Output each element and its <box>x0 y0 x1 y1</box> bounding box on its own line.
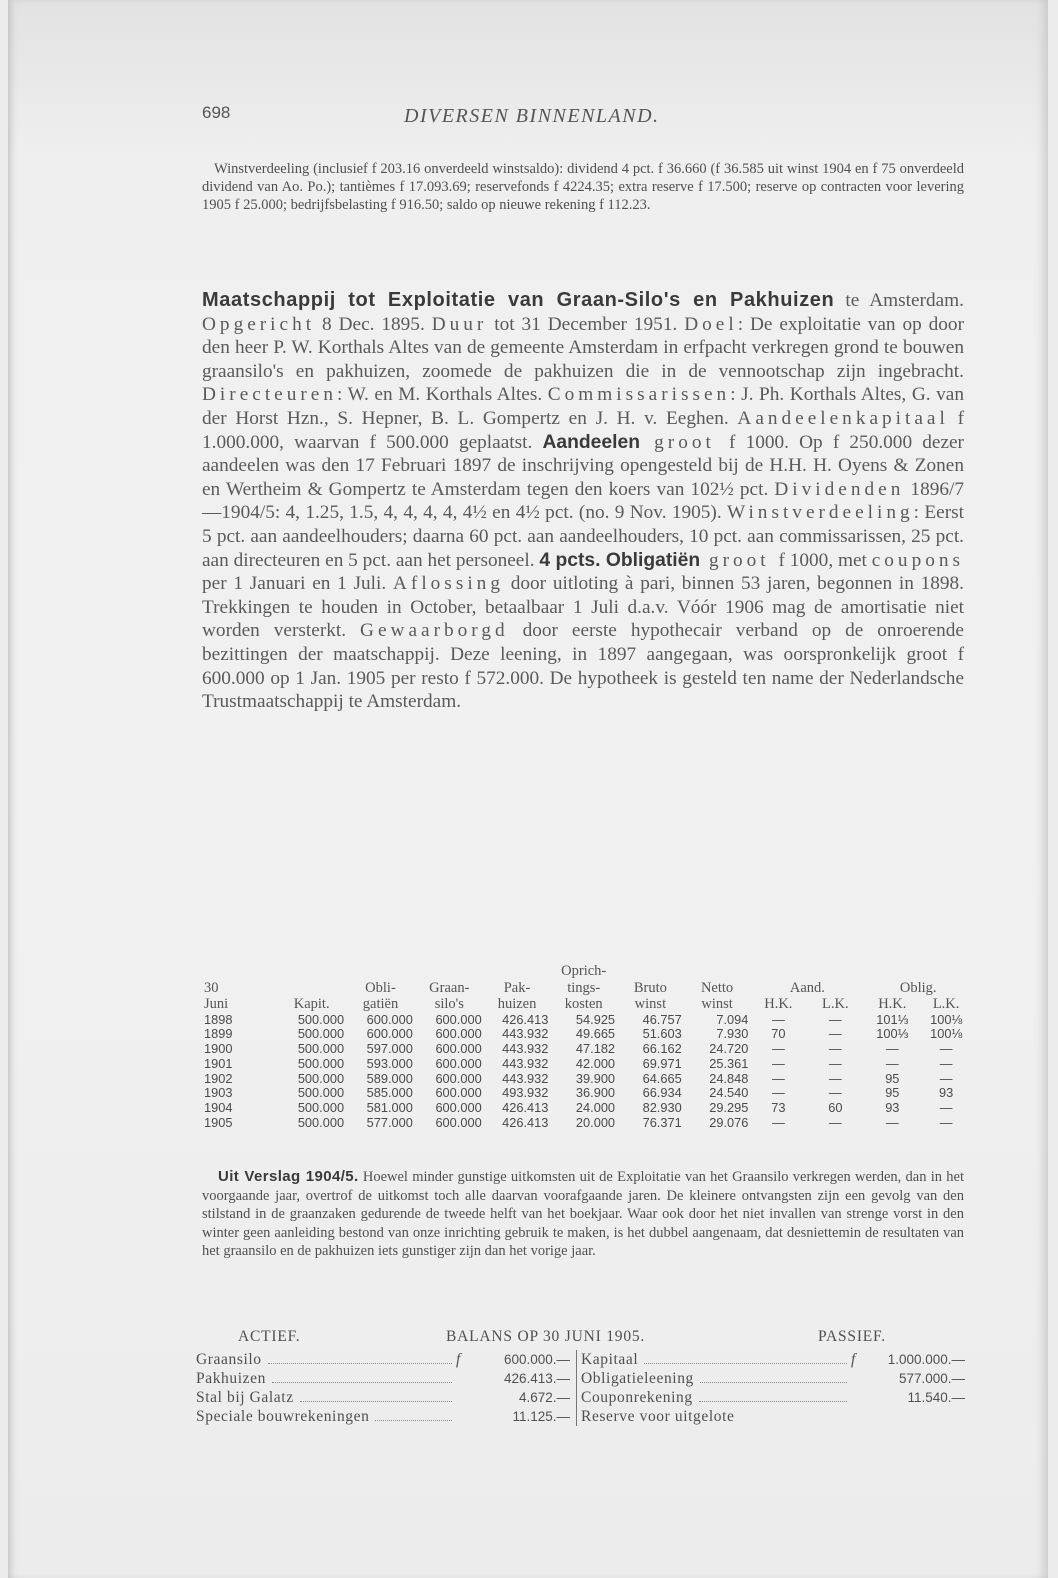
table-cell: 500.000 <box>297 1026 345 1042</box>
column-header: Kapit. <box>293 996 330 1012</box>
balance-sheet-header <box>196 1328 976 1350</box>
table-cell: 36.900 <box>575 1085 616 1101</box>
column-header <box>864 963 920 980</box>
balance-row <box>196 1350 576 1369</box>
table-cell: — <box>771 1041 785 1057</box>
gewaarborgd-label: Gewaarborgd <box>360 620 509 642</box>
column-header <box>806 963 864 980</box>
table-cell: 1902 <box>204 1070 233 1086</box>
doel-label: Doel <box>684 313 738 335</box>
table-cell: 93 <box>885 1100 900 1116</box>
table-cell: 443.932 <box>502 1070 549 1086</box>
table-cell: 100⅓ <box>876 1026 909 1042</box>
table-cell: 600.000 <box>435 1070 482 1086</box>
table-cell: 1901 <box>204 1055 233 1071</box>
balance-item <box>196 1369 456 1388</box>
balance-row <box>581 1388 971 1407</box>
table-cell: 600.000 <box>366 1011 413 1027</box>
table-cell: 101⅓ <box>876 1011 909 1027</box>
column-header: Bruto <box>633 979 667 996</box>
table-cell: — <box>828 1041 842 1057</box>
table-cell: 29.076 <box>709 1115 749 1131</box>
balance-item <box>581 1407 851 1426</box>
winstverdeeling-label: Winstverdeeling <box>727 502 914 524</box>
table-cell: 1904 <box>204 1100 233 1116</box>
annual-report-excerpt <box>202 1168 964 1261</box>
balance-item-label: Couponrekening <box>581 1389 693 1406</box>
balance-row <box>196 1407 576 1426</box>
table-cell: 24.000 <box>575 1100 616 1116</box>
table-cell: 597.000 <box>366 1041 413 1057</box>
table-cell: 426.413 <box>502 1011 549 1027</box>
column-header: H.K. <box>878 996 907 1012</box>
table-cell: 54.925 <box>575 1011 616 1027</box>
table-cell: — <box>939 1115 953 1131</box>
table-row <box>202 1013 972 1028</box>
kapitaal-value: f 1.000.000, waarvan f 500.000 geplaatst. <box>202 407 964 453</box>
table-cell: 76.371 <box>642 1115 682 1131</box>
table-cell: 500.000 <box>297 1085 345 1101</box>
balance-sheet <box>196 1328 976 1426</box>
table-cell: 600.000 <box>435 1100 482 1116</box>
table-row <box>202 1072 972 1087</box>
column-header <box>202 963 277 980</box>
table-cell: 581.000 <box>366 1100 413 1116</box>
table-cell: 585.000 <box>366 1085 413 1101</box>
currency-symbol <box>851 1407 865 1426</box>
currency-symbol: f <box>456 1351 461 1368</box>
table-cell: 64.665 <box>642 1070 682 1086</box>
table-cell: 593.000 <box>366 1055 413 1071</box>
balance-item-value: 426.413.— <box>503 1371 570 1386</box>
company-entry <box>202 289 964 714</box>
table-row <box>202 1116 972 1131</box>
leader-dots <box>375 1407 452 1421</box>
aflossing-value: door uitloting à pari, binnen 53 jaren, begonnen in 1898. Trekkingen te houden in October, betaalbaar 1 Juli d.a.v. Vóór 1906 mag de amortisatie niet worden versterkt. <box>202 573 964 642</box>
balance-row <box>581 1407 971 1426</box>
table-cell: — <box>885 1115 899 1131</box>
column-header: 30 <box>204 979 219 996</box>
balance-item <box>196 1407 456 1426</box>
opgericht-label: Opgericht <box>202 313 316 335</box>
table-cell: 500.000 <box>297 1011 345 1027</box>
table-cell: 600.000 <box>435 1026 482 1042</box>
report-lead: Uit Verslag 1904/5. <box>218 1168 359 1185</box>
column-header <box>750 963 806 980</box>
table-cell: 60 <box>828 1100 843 1116</box>
table-cell: — <box>828 1011 842 1027</box>
column-header: L.K. <box>932 996 960 1012</box>
table-cell: 1900 <box>204 1041 233 1057</box>
leader-dots <box>268 1350 452 1364</box>
column-header: Graan- <box>429 979 470 996</box>
table-cell: 1898 <box>204 1011 233 1027</box>
table-cell: 600.000 <box>435 1115 482 1131</box>
column-header <box>920 963 972 980</box>
table-cell: 100⅛ <box>930 1011 963 1027</box>
table-cell: — <box>828 1055 842 1071</box>
coupons-label: coupons <box>871 549 964 571</box>
table-row <box>202 1086 972 1101</box>
column-header <box>346 963 415 980</box>
table-cell: 24.848 <box>709 1070 749 1086</box>
column-header <box>484 963 551 980</box>
table-header-row-1 <box>202 963 972 980</box>
table-cell: 500.000 <box>297 1041 345 1057</box>
table-cell: — <box>885 1041 899 1057</box>
table-row <box>202 1057 972 1072</box>
table-cell: 500.000 <box>297 1070 345 1086</box>
currency-symbol <box>456 1388 470 1407</box>
aandeelen-label: Aandeelen <box>542 431 640 453</box>
table-cell: — <box>828 1115 842 1131</box>
gewaarborgd-value: door eerste hypothecair verband op de onroerende bezittingen der maatschappij. Deze leening, in 1897 aangegaan, was oorspronkelijk groot f 600.000 op 1 Jan. 1905 per resto f 572.000. De hypotheek is gesteld ten name der Nederlandsche Trustmaatschappij te Amsterdam. <box>202 620 964 713</box>
table-cell: 443.932 <box>502 1041 549 1057</box>
dividenden-value: 1896/7—1904/5: 4, 1.25, 1.5, 4, 4, 4, 4, 4½ en 4½ pct. (no. 9 Nov. 1905). <box>202 478 964 524</box>
directeuren-value: : W. en M. Korthals Altes. <box>337 384 548 406</box>
running-head <box>202 103 964 133</box>
column-header: gatiën <box>362 996 399 1012</box>
commissarissen-label: Commissarissen <box>547 384 731 406</box>
column-header: kosten <box>564 996 603 1012</box>
table-cell: 426.413 <box>502 1100 549 1116</box>
table-cell: 51.603 <box>642 1026 682 1042</box>
table-cell: 95 <box>885 1070 900 1086</box>
column-header: Oprich- <box>561 963 607 979</box>
table-cell: — <box>939 1055 953 1071</box>
table-cell: — <box>771 1011 785 1027</box>
table-cell: 73 <box>771 1100 786 1116</box>
obligatien-value: f 1000, met <box>778 549 872 571</box>
directeuren-label: Directeuren <box>202 384 337 406</box>
aflossing-label: Aflossing <box>392 573 504 595</box>
table-cell: 1905 <box>204 1115 233 1131</box>
table-body <box>202 1013 972 1131</box>
balance-item <box>581 1388 851 1407</box>
leader-dots <box>699 1388 847 1402</box>
balance-item-value: 11.540.— <box>907 1390 965 1405</box>
balance-item-value <box>865 1407 971 1426</box>
table-cell: 443.932 <box>502 1026 549 1042</box>
column-header: Pak- <box>503 979 531 996</box>
kapitaal-label: Aandeelenkapitaal <box>737 407 949 429</box>
coupons-value: per 1 Januari en 1 Juli. <box>202 573 393 595</box>
column-header: Obli- <box>365 979 396 996</box>
table-cell: 493.932 <box>502 1085 549 1101</box>
table-cell: 69.971 <box>642 1055 682 1071</box>
column-header: winst <box>634 996 667 1012</box>
table-cell: 1899 <box>204 1026 233 1042</box>
table-cell: 600.000 <box>435 1011 482 1027</box>
table-cell: 500.000 <box>297 1115 345 1131</box>
table-cell: 39.900 <box>575 1070 616 1086</box>
table-cell: — <box>828 1026 842 1042</box>
balance-columns <box>196 1350 976 1426</box>
balance-row <box>196 1388 576 1407</box>
table-cell: 95 <box>885 1085 900 1101</box>
table-row <box>202 1027 972 1042</box>
table-cell: 600.000 <box>435 1041 482 1057</box>
running-title: DIVERSEN BINNENLAND. <box>404 105 660 127</box>
table-cell: 589.000 <box>366 1070 413 1086</box>
table-cell: 500.000 <box>297 1100 345 1116</box>
column-header <box>277 963 346 980</box>
table-cell: 500.000 <box>297 1055 345 1071</box>
column-header <box>277 980 346 997</box>
balance-item <box>581 1350 851 1369</box>
table-cell: 600.000 <box>435 1085 482 1101</box>
passief-title: PASSIEF. <box>818 1328 886 1345</box>
balance-item-label: Speciale bouwrekeningen <box>196 1408 370 1425</box>
table-cell: 100⅛ <box>930 1026 963 1042</box>
table-cell: 443.932 <box>502 1055 549 1071</box>
table-header-row-3 <box>202 996 972 1013</box>
table-cell: 46.757 <box>642 1011 682 1027</box>
leader-dots <box>644 1350 847 1364</box>
balance-item <box>196 1388 456 1407</box>
passief-column <box>576 1350 971 1426</box>
commissarissen-value: : J. Ph. Korthals Altes, G. van der Horst Hzn., S. Hepner, B. L. Gompertz en J. H. v. Eeghen. <box>202 384 964 429</box>
duur-label: Duur <box>431 313 488 335</box>
table-cell: 1903 <box>204 1085 233 1101</box>
balance-item-label: Reserve voor uitgelote <box>581 1408 735 1425</box>
balance-item-label: Pakhuizen <box>196 1370 266 1387</box>
balance-item-value: 11.125.— <box>512 1409 570 1424</box>
table-cell: — <box>771 1115 785 1131</box>
balance-item-value: 1.000.000.— <box>887 1352 965 1367</box>
duur-value: tot 31 December 1951. <box>487 313 685 335</box>
leader-dots <box>272 1369 452 1383</box>
currency-symbol <box>456 1369 470 1388</box>
aandeelen-value: f 1000. Op f 250.000 dezer aandeelen was den 17 Februari 1897 de inschrijving opengesteld bij de H.H. H. Oyens & Zonen en Wertheim & Gompertz te Amsterdam tegen den koers van 102½ pct. <box>202 431 964 500</box>
scanned-page <box>8 0 1048 1578</box>
table-cell: 600.000 <box>435 1055 482 1071</box>
obligatien-label: 4 pcts. Obligatiën <box>539 549 701 571</box>
table-cell: 29.295 <box>709 1100 749 1116</box>
table-row <box>202 1101 972 1116</box>
table-row <box>202 1042 972 1057</box>
table-cell: 66.162 <box>642 1041 682 1057</box>
balance-item-label: Kapitaal <box>581 1351 639 1368</box>
balance-item <box>581 1369 851 1388</box>
balance-item-label: Stal bij Galatz <box>196 1389 294 1406</box>
report-text: Hoewel minder gunstige uitkomsten uit de Exploitatie van het Graansilo verkregen werden, dan in het voorgaande jaar, overtrof de uitkomst toch alle daarvan voorafgaande jaren. De kleinere ontvangsten zijn een gevolg van den stilstand in de graanzaken gedurende de tweede helft van het boekjaar. Waar ook door het niet invallen van strenge vorst in den winter geen aanleiding bestond van onze inrichting gebruik te maken, is het dubbel aangenaam, dat desniettemin de resultaten van het graansilo en de pakhuizen iets gunstiger zijn dan het vorige jaar. <box>202 1169 964 1260</box>
table-cell: 7.094 <box>716 1011 749 1027</box>
table-cell: — <box>939 1100 953 1116</box>
leader-dots <box>300 1388 452 1402</box>
table-cell: 93 <box>939 1085 954 1101</box>
column-header: tings- <box>567 979 601 996</box>
balance-row <box>581 1369 971 1388</box>
table-cell: 47.182 <box>575 1041 616 1057</box>
column-header: winst <box>701 996 733 1012</box>
table-cell: — <box>939 1070 953 1086</box>
currency-symbol <box>851 1388 865 1407</box>
column-header: silo's <box>434 996 464 1012</box>
page-number: 698 <box>202 103 231 122</box>
winstverdeeling-value: : Eerst 5 pct. aan aandeelhouders; daarna 60 pct. aan aandeelhouders, 10 pct. aan commissarissen, 25 pct. aan directeuren en 5 pct. aan het personeel. <box>202 502 964 571</box>
table-cell: 42.000 <box>575 1055 616 1071</box>
financial-table-container <box>202 963 972 1131</box>
aandeelen-groot: groot <box>639 431 729 453</box>
table-cell: 70 <box>771 1026 786 1042</box>
balance-item-value: 4.672.— <box>518 1390 570 1405</box>
table-cell: — <box>771 1085 785 1101</box>
currency-symbol <box>851 1369 865 1388</box>
balans-title: BALANS OP 30 JUNI 1905. <box>446 1328 646 1345</box>
column-header: L.K. <box>822 996 849 1012</box>
table-cell: 24.720 <box>709 1041 749 1057</box>
balance-item-value: 577.000.— <box>898 1371 965 1386</box>
column-header-obligatien: Oblig. <box>899 979 937 996</box>
column-header <box>684 963 751 980</box>
table-cell: 426.413 <box>502 1115 549 1131</box>
table-cell: 600.000 <box>366 1026 413 1042</box>
previous-entry-paragraph: Winstverdeeling (inclusief f 203.16 onverdeeld winstsaldo): dividend 4 pct. f 36.660 (f 36.585 uit winst 1904 en f 75 onverdeeld dividend van Ao. Po.); tantièmes f 17.093.69; reservefonds f 4224.35; extra reserve f 17.500; reserve op contracten voor levering 1905 f 25.000; bedrijfsbelasting f 916.50; saldo op nieuwe rekening f 112.23. <box>202 161 964 214</box>
balance-row <box>196 1369 576 1388</box>
table-cell: — <box>828 1070 842 1086</box>
leader-dots <box>700 1369 847 1383</box>
table-cell: — <box>828 1085 842 1101</box>
table-cell: 7.930 <box>716 1026 749 1042</box>
currency-symbol: f <box>851 1351 856 1368</box>
column-header <box>415 963 484 980</box>
doel-value: : De exploitatie van op door den heer P. W. Korthals Altes van de gemeente Amsterdam in erfpacht verkregen grond te bouwen graansilo's en pakhuizen, zoomede de pakhuizen die in de vennootschap zijn ingebracht. <box>202 313 964 382</box>
table-cell: 20.000 <box>575 1115 616 1131</box>
column-header: huizen <box>497 996 537 1012</box>
actief-column <box>196 1350 576 1426</box>
obligatien-groot: groot <box>700 549 779 571</box>
balance-item-value: 600.000.— <box>503 1352 570 1367</box>
column-header: Netto <box>700 979 734 996</box>
dividenden-label: Dividenden <box>774 478 905 500</box>
table-cell: — <box>771 1055 785 1071</box>
balance-item-label: Graansilo <box>196 1351 262 1368</box>
company-location: te Amsterdam. <box>834 290 964 311</box>
balance-row <box>581 1350 971 1369</box>
column-header-aandeelen: Aand. <box>789 979 825 996</box>
table-cell: 82.930 <box>642 1100 682 1116</box>
currency-symbol <box>456 1407 470 1426</box>
balance-item-label: Obligatieleening <box>581 1370 694 1387</box>
balance-item <box>196 1350 456 1369</box>
company-name: Maatschappij tot Exploitatie van Graan-Silo's en Pakhuizen <box>202 289 835 311</box>
financial-history-table <box>202 963 972 1131</box>
actief-title: ACTIEF. <box>238 1328 301 1345</box>
table-header-row-2 <box>202 980 972 997</box>
table-cell: 24.540 <box>709 1085 749 1101</box>
table-cell: — <box>885 1055 899 1071</box>
table-cell: 66.934 <box>642 1085 682 1101</box>
column-header: H.K. <box>764 996 793 1012</box>
opgericht-value: 8 Dec. 1895. <box>315 313 432 335</box>
table-cell: 25.361 <box>709 1055 749 1071</box>
table-cell: 49.665 <box>575 1026 616 1042</box>
table-cell: — <box>771 1070 785 1086</box>
column-header: Juni <box>204 996 229 1012</box>
column-header <box>617 963 684 980</box>
table-cell: — <box>939 1041 953 1057</box>
table-cell: 577.000 <box>366 1115 413 1131</box>
